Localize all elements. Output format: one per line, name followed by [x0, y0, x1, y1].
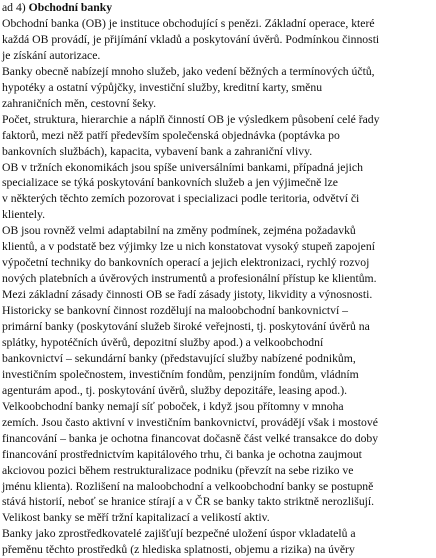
- text-line: specializace se týká poskytování bankovních služeb a jen výjimečně lze: [2, 176, 338, 190]
- text-line: OB jsou rovněž velmi adaptabilní na změny podmínek, zejména požadavků: [2, 224, 356, 238]
- text-line: bankovních službách), kapacita, vybavení bank a zahraniční vlivy.: [2, 144, 313, 158]
- text-line: jménu klienta). Rozlišení na maloobchodní a velkoobchodní banky se postupně: [2, 479, 374, 493]
- text-line: financování prostřednictvím kapitálového trhu, či banka je ochotna zaujmout: [2, 447, 362, 461]
- text-line: akciovou pozici během restrukturalizace podniku (převzít na sebe riziko ve: [2, 463, 354, 477]
- text-line: Mezi základní zásady činnosti OB se řadí zásady jistoty, likvidity a výnosnosti.: [2, 288, 373, 302]
- text-line: přeměnu těchto prostředků (z hlediska splatnosti, objemu a rizika) na úvěry: [2, 543, 355, 557]
- text-line: stává historií, neboť se hranice stírají a v ČR se banky takto striktně nerozlišují.: [2, 495, 375, 509]
- text-line: splátky, hypotéčních úvěrů, depozitní služby apod.) a velkoobchodní: [2, 335, 324, 349]
- text-line: zemích. Jsou často aktivní v investičním bankovnictví, provádějí však i mostové: [2, 415, 378, 429]
- text-line: financování – banka je ochotna financovat dočasně část velké transakce do doby: [2, 431, 379, 445]
- text-line: Velkoobchodní banky nemají síť poboček, i když jsou přítomny v mnoha: [2, 399, 344, 413]
- text-line: investičním společnostem, investičním fondům, penzijním fondům, vládním: [2, 367, 359, 381]
- text-line: Historicky se bankovní činnost rozdělují na maloobchodní bankovnictví –: [2, 304, 349, 318]
- text-line: primární banky (poskytování služeb široké veřejnosti, tj. poskytování úvěrů na: [2, 320, 370, 333]
- section-heading: [2, 0, 112, 16]
- section-number: ad 4): [2, 1, 26, 14]
- text-line: hypotéky a ostatní výpůjčky, investiční služby, kreditní karty, směnu: [2, 80, 323, 94]
- section-title: Obchodní banky: [28, 1, 113, 14]
- text-line: OB v tržních ekonomikách jsou spíše universálními bankami, případná jejich: [2, 160, 363, 174]
- text-line: Počet, struktura, hierarchie a náplň činností OB je výsledkem působení celé řady: [2, 112, 380, 126]
- text-line: Banky jako zprostředkovatelé zajišťují bezpečné uložení úspor vkladatelů a: [2, 527, 356, 541]
- text-line: nových platebních a úvěrových instrumentů a profesionální přístup ke klientům.: [2, 272, 377, 286]
- text-line: klientů, a v podstatě bez výjimky lze u nich konstatovat vysoký stupeň zapojení: [2, 240, 375, 254]
- text-line: agenturám apod., tj. poskytování úvěrů, služby depozitáře, leasing apod.).: [2, 383, 348, 397]
- text-line: každá OB provádí, je přijímání vkladů a poskytování úvěrů. Podmínkou činnosti: [2, 32, 380, 46]
- text-line: výpočetní techniky do bankovních operací a jejich elektronizaci, rychlý rozvoj: [2, 256, 370, 270]
- text-line: faktorů, mezi něž patří především společenská objednávka (poptávka po: [2, 128, 340, 142]
- text-line: v některých těchto zemích pozorovat i specializaci podle teritoria, odvětví či: [2, 192, 360, 206]
- text-line: klientely.: [2, 208, 46, 222]
- text-line: Obchodní banka (OB) je instituce obchodující s penězi. Základní operace, které: [2, 16, 375, 30]
- text-line: zahraničních měn, cestovní šeky.: [2, 96, 157, 110]
- text-line: je získání autorizace.: [2, 48, 101, 62]
- text-line: Velikost banky se měří tržní kapitalizací a velikostí aktiv.: [2, 511, 270, 525]
- text-line: bankovnictví – sekundární banky (představující služby nabízené podnikům,: [2, 351, 356, 365]
- text-line: Banky obecně nabízejí mnoho služeb, jako vedení běžných a termínových účtů,: [2, 64, 375, 78]
